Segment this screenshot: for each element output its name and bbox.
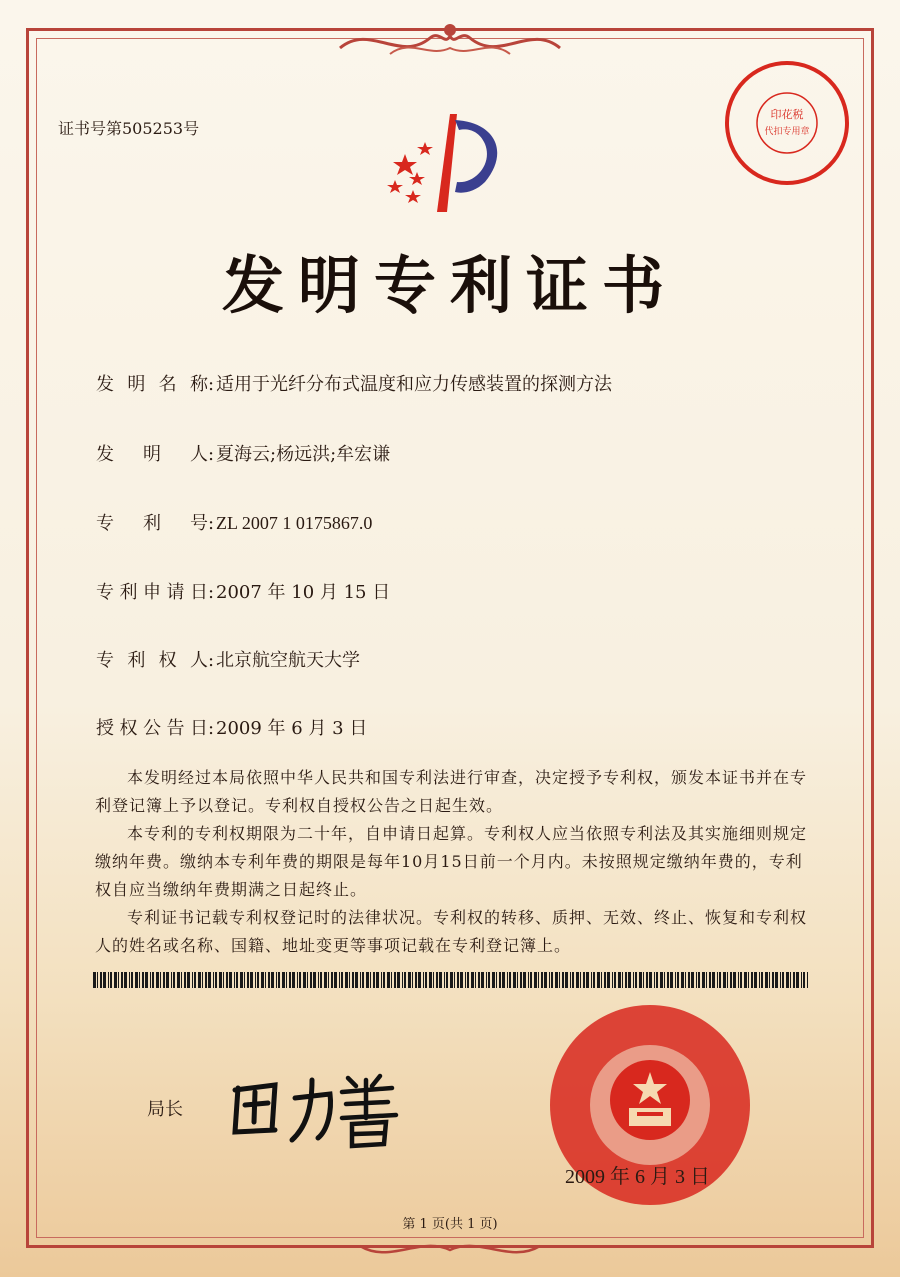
- barcode-bar: [702, 972, 705, 988]
- bottom-ornament: [350, 1236, 550, 1266]
- barcode-bar: [118, 972, 119, 988]
- barcode-bar: [562, 972, 564, 988]
- barcode-bar: [265, 972, 266, 988]
- barcode-bar: [97, 972, 98, 988]
- barcode-bar: [226, 972, 228, 988]
- barcode-bar: [310, 972, 312, 988]
- barcode-bar: [541, 972, 543, 988]
- barcode-bar: [685, 972, 686, 988]
- field-label: 发明名称: [96, 374, 208, 395]
- barcode-bar: [331, 972, 333, 988]
- barcode-bar: [551, 972, 553, 988]
- barcode-bar: [391, 972, 392, 988]
- field-label: 发明人: [96, 444, 208, 465]
- barcode-bar: [124, 972, 127, 988]
- barcode-bar: [801, 972, 802, 988]
- barcode-bar: [171, 972, 172, 988]
- barcode-bar: [688, 972, 690, 988]
- barcode-bar: [373, 972, 375, 988]
- barcode-bar: [181, 972, 182, 988]
- barcode-bar: [219, 972, 222, 988]
- barcode-bar: [93, 972, 96, 988]
- barcode-bar: [803, 972, 805, 988]
- barcode-bar: [654, 972, 655, 988]
- barcode-bar: [591, 972, 592, 988]
- barcode-bar: [257, 972, 259, 988]
- barcode-bar: [549, 972, 550, 988]
- barcode-bar: [639, 972, 642, 988]
- barcode-bar: [324, 972, 327, 988]
- barcode-bar: [276, 972, 277, 988]
- field-value: 2009 年 6 月 3 日: [216, 718, 368, 739]
- barcode-bar: [807, 972, 808, 988]
- barcode-bar: [313, 972, 316, 988]
- barcode-bar: [297, 972, 298, 988]
- body-paragraph: 本专利的专利权期限为二十年，自申请日起算。专利权人应当依照专利法及其实施细则规定缴纳年费。缴纳本专利年费的期限是每年10月15日前一个月内。未按照规定缴纳年费的，专利权自应当缴纳年费期满之日起终止。: [95, 824, 808, 899]
- barcode-bar: [681, 972, 684, 988]
- field-value: 夏海云;杨远洪;牟宏谦: [216, 444, 391, 465]
- issue-date: 2009 年 6 月 3 日: [565, 1166, 710, 1188]
- barcode-bar: [404, 972, 406, 988]
- barcode-bar: [633, 972, 634, 988]
- barcode-bar: [145, 972, 148, 988]
- barcode-bar: [234, 972, 235, 988]
- barcode-bar: [289, 972, 291, 988]
- barcode-bar: [244, 972, 245, 988]
- field-patent-number: 专利号: ZL 2007 1 0175867.0: [96, 509, 372, 535]
- barcode-bar: [572, 972, 574, 988]
- barcode-bar: [796, 972, 799, 988]
- barcode-bar: [320, 972, 322, 988]
- barcode-bar: [129, 972, 130, 988]
- barcode-bar: [761, 972, 763, 988]
- barcode-bar: [670, 972, 673, 988]
- barcode-bar: [570, 972, 571, 988]
- barcode-bar: [499, 972, 501, 988]
- barcode-bar: [292, 972, 295, 988]
- barcode-bar: [240, 972, 243, 988]
- barcode-bar: [780, 972, 781, 988]
- barcode-bar: [520, 972, 522, 988]
- barcode-bar: [402, 972, 403, 988]
- barcode-bar: [597, 972, 600, 988]
- barcode-bar: [471, 972, 474, 988]
- barcode-bar: [370, 972, 371, 988]
- barcode-bar: [208, 972, 211, 988]
- barcode-bar: [544, 972, 547, 988]
- field-grant-date: 授权公告日: 2009 年 6 月 3 日: [96, 714, 367, 740]
- barcode-bar: [523, 972, 526, 988]
- barcode-bar: [163, 972, 165, 988]
- certificate-body: [95, 764, 807, 960]
- barcode-bar: [355, 972, 358, 988]
- barcode-bar: [362, 972, 364, 988]
- barcode-bar: [507, 972, 508, 988]
- barcode-bar: [793, 972, 795, 988]
- barcode-bar: [345, 972, 348, 988]
- field-value: 2007 年 10 月 15 日: [216, 582, 391, 603]
- barcode-bar: [213, 972, 214, 988]
- barcode-bar: [475, 972, 476, 988]
- barcode-bar: [502, 972, 505, 988]
- barcode-bar: [625, 972, 627, 988]
- barcode-bar: [286, 972, 287, 988]
- barcode-bar: [108, 972, 109, 988]
- barcode-bar: [740, 972, 742, 988]
- barcode-bar: [387, 972, 390, 988]
- barcode-bar: [282, 972, 285, 988]
- barcode-bar: [667, 972, 669, 988]
- field-label: 专利号: [96, 513, 208, 534]
- barcode-bar: [517, 972, 518, 988]
- barcode-bar: [198, 972, 201, 988]
- barcode-bar: [349, 972, 350, 988]
- page-number: 第 1 页(共 1 页): [402, 1217, 498, 1232]
- barcode-bar: [709, 972, 711, 988]
- certificate-number: 证书号第505253号: [58, 119, 200, 138]
- barcode-bar: [278, 972, 280, 988]
- barcode-bar: [733, 972, 736, 988]
- field-label: 授权公告日: [96, 718, 208, 739]
- barcode-bar: [150, 972, 151, 988]
- barcode-bar: [565, 972, 568, 988]
- barcode-bar: [250, 972, 253, 988]
- barcode-bar: [622, 972, 623, 988]
- barcode-bar: [478, 972, 480, 988]
- field-application-date: 专利申请日: 2007 年 10 月 15 日: [96, 578, 390, 604]
- barcode-bar: [751, 972, 753, 988]
- barcode-bar: [738, 972, 739, 988]
- svg-text:代扣专用章: 代扣专用章: [764, 127, 810, 137]
- barcode-bar: [366, 972, 369, 988]
- barcode-bar: [698, 972, 700, 988]
- body-paragraph: 专利证书记载专利权登记时的法律状况。专利权的转移、质押、无效、终止、恢复和专利权人的姓名或名称、国籍、地址变更等事项记载在专利登记簿上。: [95, 908, 808, 955]
- barcode-bar: [486, 972, 487, 988]
- barcode-bar: [328, 972, 329, 988]
- barcode-bar: [775, 972, 778, 988]
- barcode-bar: [192, 972, 193, 988]
- barcode-bar: [559, 972, 560, 988]
- barcode-bar: [397, 972, 400, 988]
- barcode-bar: [772, 972, 774, 988]
- barcode-bar: [215, 972, 217, 988]
- barcode-bar: [142, 972, 144, 988]
- barcode-bar: [100, 972, 102, 988]
- field-inventors: 发明人: 夏海云;杨远洪;牟宏谦: [96, 440, 390, 466]
- barcode-bar: [660, 972, 663, 988]
- barcode-bar: [675, 972, 676, 988]
- barcode-bar: [156, 972, 159, 988]
- barcode-bar: [339, 972, 340, 988]
- barcode-bar: [628, 972, 631, 988]
- barcode-bar: [114, 972, 117, 988]
- barcode-bar: [412, 972, 413, 988]
- barcode-bar: [360, 972, 361, 988]
- patent-office-logo: [375, 102, 525, 222]
- barcode-bar: [307, 972, 308, 988]
- barcode-bar: [530, 972, 532, 988]
- barcode-bar: [202, 972, 203, 988]
- barcode-bar: [481, 972, 484, 988]
- barcode-bar: [643, 972, 644, 988]
- barcode-bar: [103, 972, 106, 988]
- barcode-bar: [135, 972, 138, 988]
- barcode-bar: [528, 972, 529, 988]
- barcode-bar: [376, 972, 379, 988]
- barcode-bar: [187, 972, 190, 988]
- barcode-bar: [255, 972, 256, 988]
- barcode-bar: [229, 972, 232, 988]
- barcode-bar: [261, 972, 264, 988]
- barcode-bar: [614, 972, 616, 988]
- barcode-bar: [131, 972, 133, 988]
- barcode-bar: [415, 972, 417, 988]
- barcode-bar: [696, 972, 697, 988]
- barcode-bar: [576, 972, 579, 988]
- barcode-bar: [271, 972, 274, 988]
- barcode-bar: [341, 972, 343, 988]
- barcode-bar: [110, 972, 112, 988]
- body-paragraph: 本发明经过本局依照中华人民共和国专利法进行审查，决定授予专利权，颁发本证书并在专利登记簿上予以登记。专利权自授权公告之日起生效。: [95, 768, 808, 815]
- barcode-bar: [423, 972, 424, 988]
- barcode-bar: [759, 972, 760, 988]
- top-ornament: [330, 18, 570, 66]
- svg-text:印花税: 印花税: [770, 108, 804, 121]
- barcode-bar: [580, 972, 581, 988]
- director-signature: [220, 1060, 420, 1150]
- barcode-bar: [383, 972, 385, 988]
- barcode-bar: [433, 972, 434, 988]
- barcode-bar: [184, 972, 186, 988]
- barcode-bar: [538, 972, 539, 988]
- barcode-bar: [173, 972, 175, 988]
- barcode-bar: [352, 972, 354, 988]
- barcode-bar: [601, 972, 602, 988]
- barcode-bar: [555, 972, 558, 988]
- barcode-bar: [299, 972, 301, 988]
- field-value: ZL 2007 1 0175867.0: [216, 513, 373, 533]
- field-value: 适用于光纤分布式温度和应力传感装置的探测方法: [216, 374, 612, 395]
- barcode-bar: [488, 972, 490, 988]
- barcode-bar: [454, 972, 455, 988]
- barcode-bar: [719, 972, 721, 988]
- barcode-bar: [744, 972, 747, 988]
- field-patentee: 专利权人: 北京航空航天大学: [96, 646, 360, 672]
- barcode-bar: [593, 972, 595, 988]
- director-label: 局长: [147, 1099, 183, 1120]
- barcode-bar: [748, 972, 749, 988]
- barcode-bar: [583, 972, 585, 988]
- barcode-bar: [152, 972, 154, 988]
- barcode-bar: [425, 972, 427, 988]
- barcode-bar: [460, 972, 463, 988]
- barcode-bar: [429, 972, 432, 988]
- field-label: 专利申请日: [96, 582, 208, 603]
- barcode-bar: [534, 972, 537, 988]
- barcode-bar: [160, 972, 161, 988]
- barcode-bar: [677, 972, 679, 988]
- tax-seal: [722, 58, 852, 188]
- barcode-bar: [268, 972, 270, 988]
- barcode-bar: [656, 972, 658, 988]
- barcode-bar: [586, 972, 589, 988]
- certificate-title: 发明专利证书: [221, 249, 678, 322]
- barcode-bar: [467, 972, 469, 988]
- barcode-bar: [612, 972, 613, 988]
- barcode-bar: [712, 972, 715, 988]
- barcode-bar: [727, 972, 728, 988]
- barcode-bar: [457, 972, 459, 988]
- barcode-bar: [381, 972, 382, 988]
- field-value: 北京航空航天大学: [216, 650, 360, 671]
- barcode-bar: [446, 972, 448, 988]
- barcode-bar: [194, 972, 196, 988]
- barcode-bar: [121, 972, 123, 988]
- barcode-bar: [723, 972, 726, 988]
- barcode-bar: [607, 972, 610, 988]
- barcode-bar: [769, 972, 770, 988]
- barcode-bar: [223, 972, 224, 988]
- barcode-bar: [166, 972, 169, 988]
- barcode-bar: [394, 972, 396, 988]
- barcode-bar: [618, 972, 621, 988]
- barcode-bar: [436, 972, 438, 988]
- barcode-bar: [450, 972, 453, 988]
- barcode-bar: [790, 972, 791, 988]
- barcode-bar: [691, 972, 694, 988]
- barcode-bar: [465, 972, 466, 988]
- barcode-bar: [177, 972, 180, 988]
- barcode-bar: [635, 972, 637, 988]
- barcode-bar: [649, 972, 652, 988]
- barcode-bar: [439, 972, 442, 988]
- barcode-bar: [236, 972, 238, 988]
- field-invention-name: 发明名称: 适用于光纤分布式温度和应力传感装置的探测方法: [96, 370, 612, 396]
- barcode-bar: [754, 972, 757, 988]
- barcode-bar: [664, 972, 665, 988]
- barcode-bar: [730, 972, 732, 988]
- field-label: 专利权人: [96, 650, 208, 671]
- barcode-bar: [318, 972, 319, 988]
- barcode-bar: [418, 972, 421, 988]
- barcode-bar: [646, 972, 648, 988]
- barcode-bar: [513, 972, 516, 988]
- barcode-bar: [444, 972, 445, 988]
- barcode-bar: [303, 972, 306, 988]
- barcode-bar: [247, 972, 249, 988]
- barcode-bar: [509, 972, 511, 988]
- barcode-bar: [786, 972, 789, 988]
- barcode-bar: [604, 972, 606, 988]
- barcode-bar: [706, 972, 707, 988]
- barcode-bar: [139, 972, 140, 988]
- barcode-bar: [492, 972, 495, 988]
- barcode-bar: [205, 972, 207, 988]
- barcode-bar: [765, 972, 768, 988]
- barcode-bar: [496, 972, 497, 988]
- barcode-bar: [782, 972, 784, 988]
- barcode-bar: [717, 972, 718, 988]
- barcode-bar: [408, 972, 411, 988]
- barcode-bar: [334, 972, 337, 988]
- barcode: [93, 972, 808, 988]
